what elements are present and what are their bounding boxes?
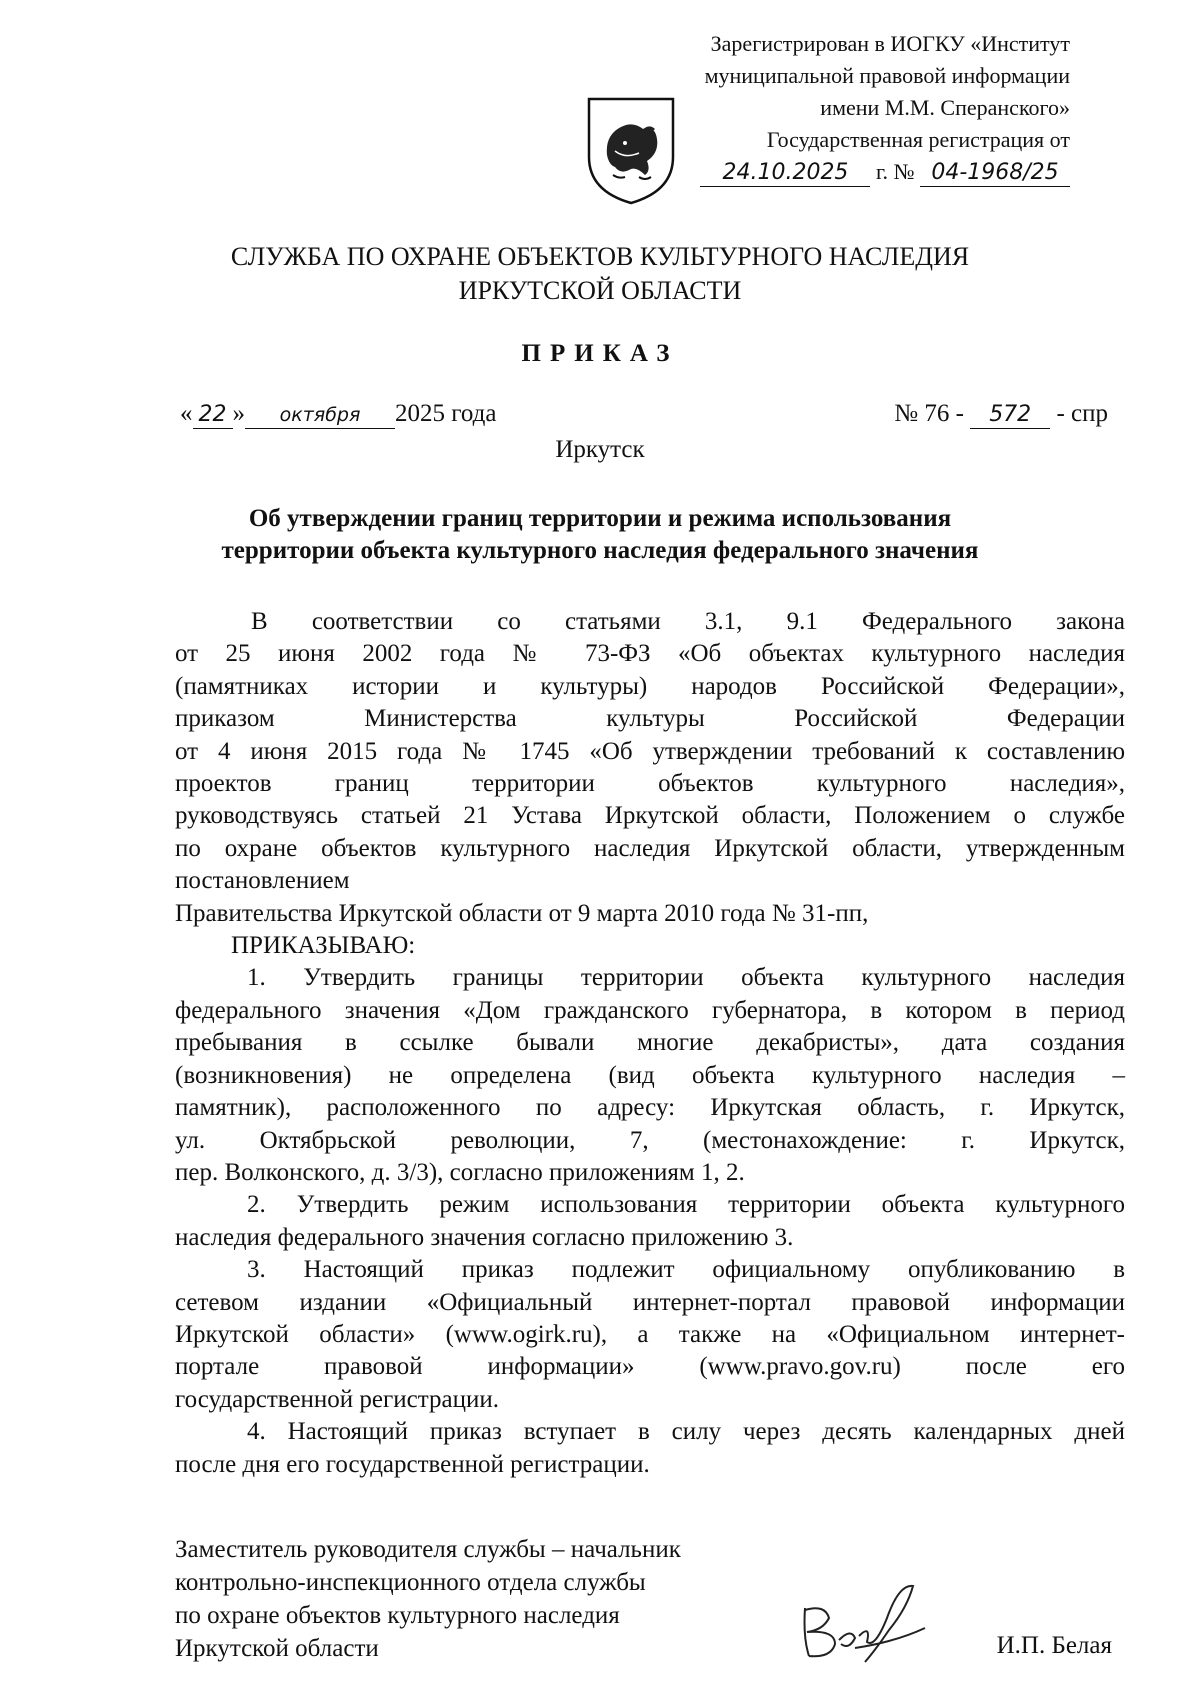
item-3-line: 3. Настоящий приказ подлежит официальному опубликованию в (247, 1256, 1125, 1284)
organization-name (0, 240, 1200, 308)
signer-line-2: контрольно-инспекционного отдела службы (175, 1569, 646, 1596)
signer-line-1: Заместитель руководителя службы – начальник (175, 1536, 681, 1563)
item-1-line: (возникновения) не определена (вид объекта культурного наследия – (175, 1061, 1125, 1089)
order-number-handwritten: 572 (970, 402, 1050, 429)
registration-block (610, 28, 1070, 188)
item-3-line: Иркутской области» (www.ogirk.ru), а также на «Официальном интернет- (175, 1320, 1125, 1348)
handwritten-signature-icon (795, 1578, 935, 1668)
item-1-line: 1. Утвердить границы территории объекта культурного наследия (247, 964, 1125, 992)
quote-open: « (180, 400, 193, 427)
registration-line-3: имени М.М. Сперанского» (820, 95, 1070, 120)
preamble-line: от 25 июня 2002 года № 73-ФЗ «Об объектах культурного наследия (175, 640, 1125, 668)
order-number-prefix: № 76 - (894, 400, 964, 427)
order-year: 2025 года (395, 400, 497, 427)
order-city: Иркутск (555, 436, 645, 463)
preamble-line: руководствуясь статьей 21 Устава Иркутской области, Положением о службе (175, 802, 1125, 830)
item-3-line: государственной регистрации. (175, 1385, 499, 1413)
preamble-line: Правительства Иркутской области от 9 марта 2010 года № 31-пп, (175, 899, 869, 927)
registration-line-4: Государственная регистрация от (766, 127, 1070, 152)
item-1-line: ул. Октябрьской революции, 7, (местонахождение: г. Иркутск, (175, 1126, 1125, 1154)
order-day: 22 (193, 402, 233, 429)
item-3-line: сетевом издании «Официальный интернет-портал правовой информации (175, 1288, 1125, 1316)
preamble-line: приказом Министерства культуры Российской Федерации (175, 705, 1125, 733)
document-body (175, 606, 1125, 1481)
item-4-line: 4. Настоящий приказ вступает в силу через десять календарных дней (247, 1418, 1125, 1446)
registration-number: 04-1968/25 (920, 160, 1070, 187)
item-1-line: памятник), расположенного по адресу: Иркутская область, г. Иркутск, (175, 1094, 1125, 1122)
registration-line-2: муниципальной правовой информации (704, 63, 1070, 88)
item-1-line: пер. Волконского, д. 3/3), согласно приложениям 1, 2. (175, 1158, 745, 1186)
signer-position (175, 1533, 681, 1665)
order-number (894, 400, 1108, 429)
item-1-line: федерального значения «Дом гражданского губернатора, в котором в период (175, 996, 1125, 1024)
document-type-heading: ПРИКАЗ (521, 340, 679, 367)
order-month: октября (245, 402, 395, 429)
signer-name: И.П. Белая (996, 1632, 1112, 1659)
item-2-line: наследия федерального значения согласно приложению 3. (175, 1223, 794, 1251)
preamble-line: постановлением (175, 867, 350, 895)
item-2-line: 2. Утвердить режим использования территории объекта культурного (247, 1191, 1125, 1219)
preamble-line: проектов границ территории объектов культурного наследия», (175, 770, 1125, 798)
order-number-suffix: - спр (1056, 400, 1108, 427)
organization-line-1: СЛУЖБА ПО ОХРАНЕ ОБЪЕКТОВ КУЛЬТУРНОГО НАСЛЕДИЯ (230, 242, 970, 271)
title-line-2: территории объекта культурного наследия федерального значения (221, 537, 979, 564)
signer-line-3: по охране объектов культурного наследия (175, 1602, 620, 1629)
irkutsk-coat-of-arms-icon (585, 95, 677, 207)
item-4-line: после дня его государственной регистрации. (175, 1450, 650, 1478)
order-word: ПРИКАЗЫВАЮ: (231, 932, 416, 960)
registration-line-1: Зарегистрирован в ИОГКУ «Институт (710, 31, 1070, 56)
organization-line-2: ИРКУТСКОЙ ОБЛАСТИ (458, 276, 742, 305)
signer-line-4: Иркутской области (175, 1635, 379, 1662)
preamble-line: В соответствии со статьями 3.1, 9.1 Федерального закона (251, 608, 1125, 635)
order-date (180, 400, 496, 429)
quote-close: » (232, 400, 245, 427)
preamble-line: (памятниках истории и культуры) народов Российской Федерации», (175, 672, 1125, 700)
registration-number-line (610, 156, 1070, 188)
registration-year-suffix: г. № (875, 159, 915, 184)
preamble-line: по охране объектов культурного наследия Иркутской области, утвержденным (175, 834, 1125, 862)
document-title (0, 503, 1200, 567)
title-line-1: Об утверждении границ территории и режима использования (248, 505, 952, 532)
item-1-line: пребывания в ссылке бывали многие декабристы», дата создания (175, 1029, 1125, 1057)
item-3-line: портале правовой информации» (www.pravo.gov.ru) после его (175, 1353, 1125, 1381)
registration-date: 24.10.2025 (700, 160, 870, 187)
preamble-line: от 4 июня 2015 года № 1745 «Об утверждении требований к составлению (175, 737, 1125, 765)
